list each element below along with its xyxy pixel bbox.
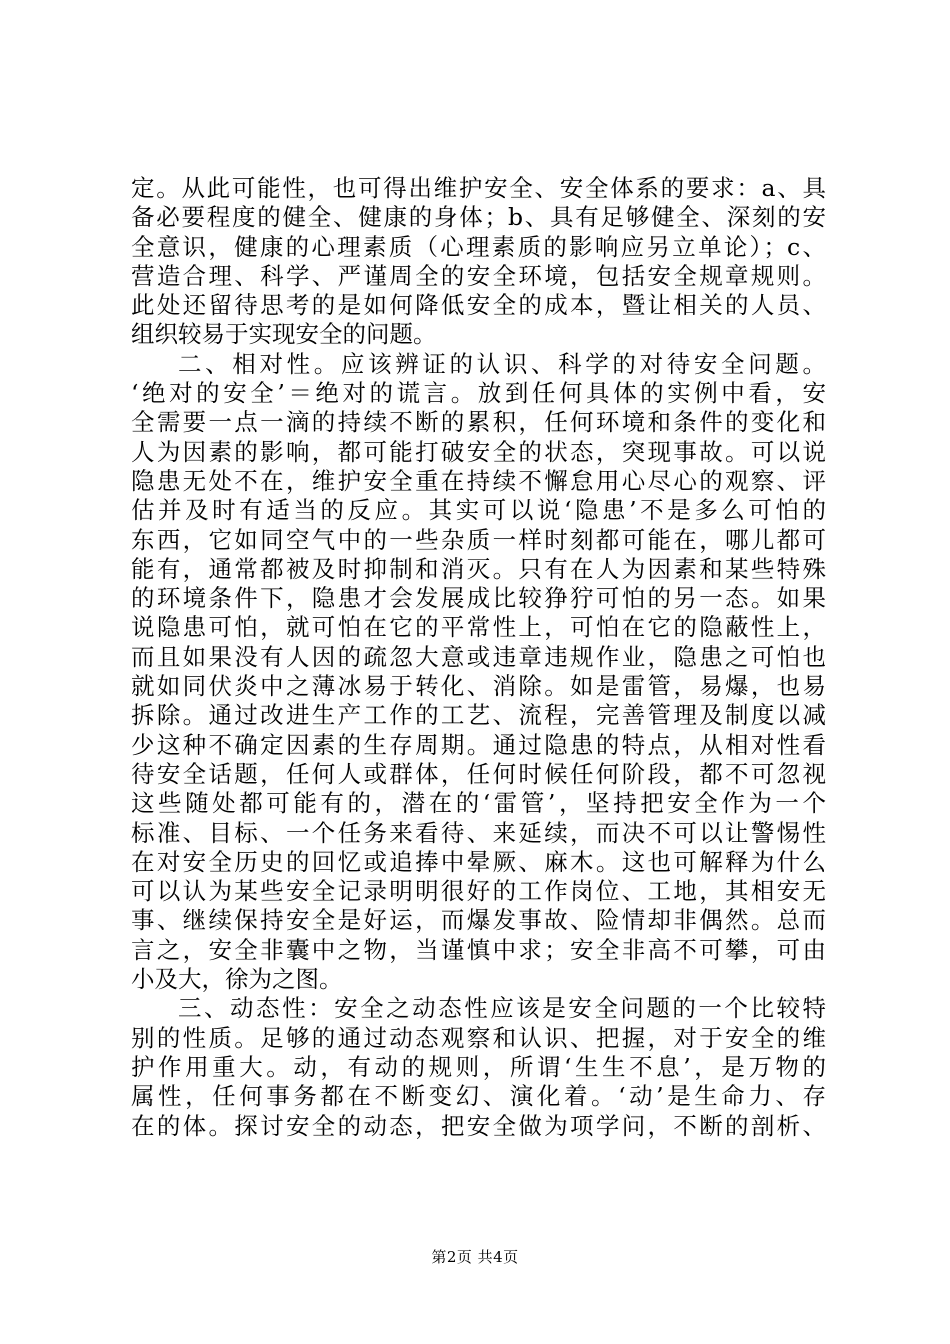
text-line: 人为因素的影响，都可能打破安全的状态，突现事故。可以说 bbox=[131, 437, 826, 466]
text-line: 估并及时有适当的反应。其实可以说‘隐患’不是多么可怕的 bbox=[131, 496, 826, 525]
text-line: 言之，安全非囊中之物，当谨慎中求；安全非高不可攀，可由 bbox=[131, 935, 826, 964]
text-line: 在对安全历史的回忆或追捧中晕厥、麻木。这也可解释为什么 bbox=[131, 847, 826, 876]
text-line: 在的体。探讨安全的动态，把安全做为项学问，不断的剖析、 bbox=[131, 1111, 826, 1140]
text-line: 标准、目标、一个任务来看待、来延续，而决不可以让警惕性 bbox=[131, 818, 826, 847]
text-line: 就如同伏炎中之薄冰易于转化、消除。如是雷管，易爆，也易 bbox=[131, 672, 826, 701]
text-line: 能有，通常都被及时抑制和消灭。只有在人为因素和某些特殊 bbox=[131, 554, 826, 583]
page-footer: 第2页 共4页 bbox=[431, 1248, 519, 1266]
text-line: ‘绝对的安全’＝绝对的谎言。放到任何具体的实例中看，安 bbox=[131, 379, 826, 408]
text-line: 备必要程度的健全、健康的身体；b、具有足够健全、深刻的安 bbox=[131, 203, 826, 232]
text-line: 少这种不确定因素的生存周期。通过隐患的特点，从相对性看 bbox=[131, 730, 826, 759]
text-line: 小及大，徐为之图。 bbox=[131, 965, 343, 994]
text-line: 说隐患可怕，就可怕在它的平常性上，可怕在它的隐蔽性上， bbox=[131, 613, 826, 642]
text-line: 东西，它如同空气中的一些杂质一样时刻都可能在，哪儿都可 bbox=[131, 525, 826, 554]
text-line: 三、动态性：安全之动态性应该是安全问题的一个比较特 bbox=[178, 994, 826, 1023]
text-line: 别的性质。足够的通过动态观察和认识、把握，对于安全的维 bbox=[131, 1023, 826, 1052]
text-line: 组织较易于实现安全的问题。 bbox=[131, 320, 437, 349]
text-line: 而且如果没有人因的疏忽大意或违章违规作业，隐患之可怕也 bbox=[131, 642, 826, 671]
text-line: 事、继续保持安全是好运，而爆发事故、险情却非偶然。总而 bbox=[131, 906, 826, 935]
text-line: 待安全话题，任何人或群体，任何时候任何阶段，都不可忽视 bbox=[131, 759, 826, 788]
text-line: 二、相对性。应该辨证的认识、科学的对待安全问题。 bbox=[178, 349, 826, 378]
text-line: 这些随处都可能有的，潜在的‘雷管’，坚持把安全作为一个 bbox=[131, 789, 826, 818]
text-line: 可以认为某些安全记录明明很好的工作岗位、工地，其相安无 bbox=[131, 877, 826, 906]
body-text bbox=[131, 174, 826, 1141]
text-line: 属性，任何事务都在不断变幻、演化着。‘动’是生命力、存 bbox=[131, 1082, 826, 1111]
text-line: 全需要一点一滴的持续不断的累积，任何环境和条件的变化和 bbox=[131, 408, 826, 437]
text-line: 全意识，健康的心理素质（心理素质的影响应另立单论）；c、 bbox=[131, 232, 826, 261]
text-line: 的环境条件下，隐患才会发展成比较狰狞可怕的另一态。如果 bbox=[131, 584, 826, 613]
text-line: 定。从此可能性，也可得出维护安全、安全体系的要求：a、具 bbox=[131, 174, 826, 202]
text-line: 拆除。通过改进生产工作的工艺、流程，完善管理及制度以减 bbox=[131, 701, 826, 730]
text-line: 此处还留待思考的是如何降低安全的成本，暨让相关的人员、 bbox=[131, 291, 826, 320]
text-line: 隐患无处不在，维护安全重在持续不懈怠用心尽心的观察、评 bbox=[131, 466, 826, 495]
text-line: 营造合理、科学、严谨周全的安全环境，包括安全规章规则。 bbox=[131, 261, 826, 290]
text-line: 护作用重大。动，有动的规则，所谓‘生生不息’，是万物的 bbox=[131, 1052, 826, 1081]
